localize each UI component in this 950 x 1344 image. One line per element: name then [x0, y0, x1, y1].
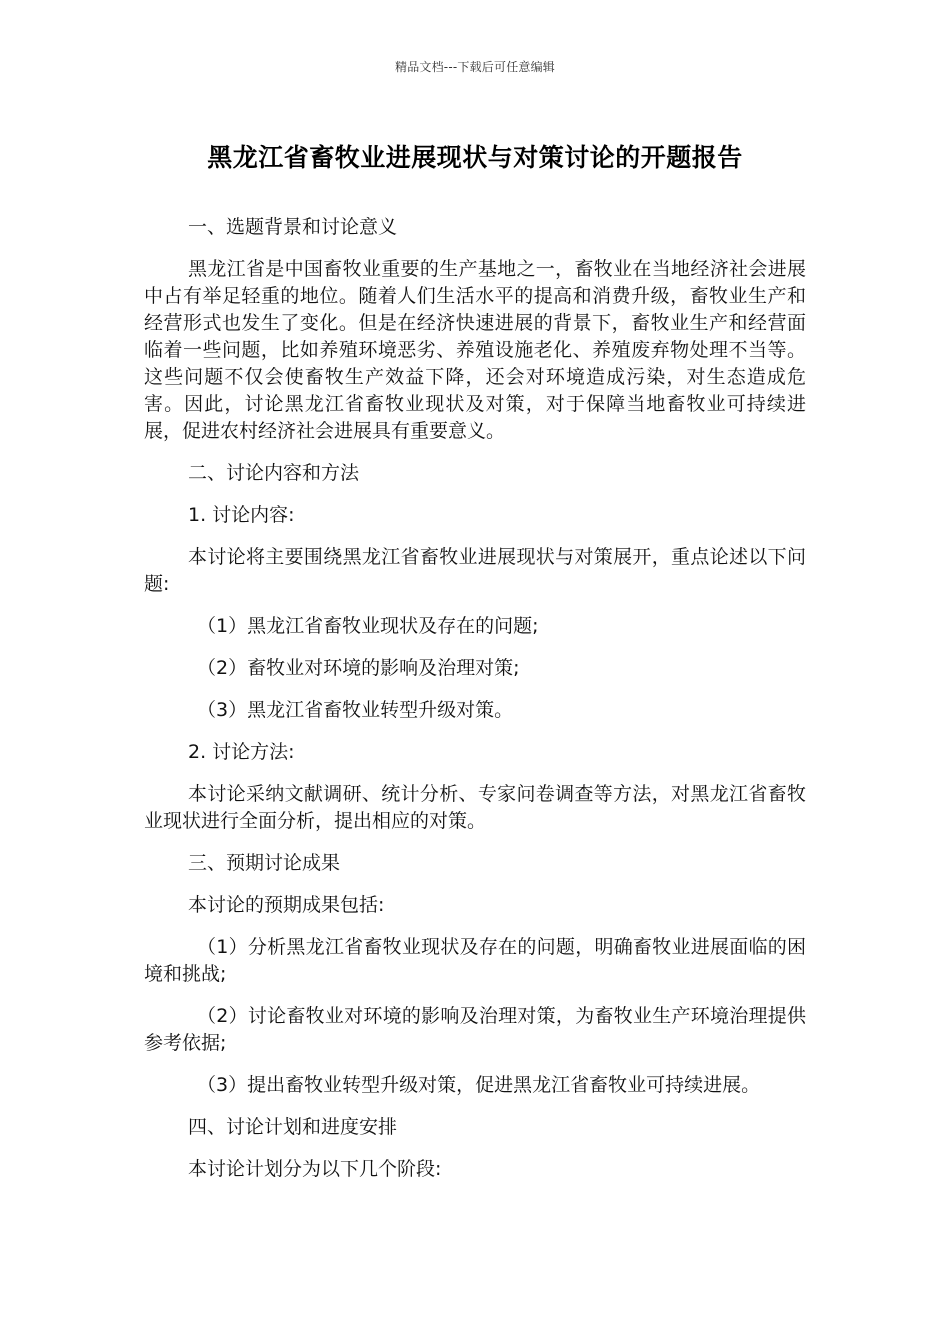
result-item-3: （3）提出畜牧业转型升级对策，促进黑龙江省畜牧业可持续进展。	[197, 1074, 761, 1096]
section-heading-4: 四、讨论计划和进度安排	[188, 1116, 398, 1138]
subheading-method: 2. 讨论方法:	[188, 741, 295, 763]
content-item-1: （1）黑龙江省畜牧业现状及存在的问题;	[197, 615, 539, 637]
results-intro-paragraph: 本讨论的预期成果包括:	[188, 894, 385, 916]
background-paragraph: 黑龙江省是中国畜牧业重要的生产基地之一，畜牧业在当地经济社会进展中占有举足轻重的地位。随着人们生活水平的提高和消费升级，畜牧业生产和经营形式也发生了变化。但是在经济快速进展的背景下，畜牧业生产和经营面临着一些问题，比如养殖环境恶劣、养殖设施老化、养殖废弃物处理不当等。这些问题不仅会使畜牧生产效益下降，还会对环境造成污染，对生态造成危害。因此，讨论黑龙江省畜牧业现状及对策，对于保障当地畜牧业可持续进展，促进农村经济社会进展具有重要意义。	[144, 258, 806, 442]
result-item-2: （2）讨论畜牧业对环境的影响及治理对策，为畜牧业生产环境治理提供参考依据;	[144, 1005, 806, 1054]
section-heading-2: 二、讨论内容和方法	[188, 462, 360, 484]
content-item-3: （3）黑龙江省畜牧业转型升级对策。	[197, 699, 514, 721]
content-intro-paragraph: 本讨论将主要围绕黑龙江省畜牧业进展现状与对策展开，重点论述以下问题:	[144, 546, 806, 595]
result-item-1: （1）分析黑龙江省畜牧业现状及存在的问题，明确畜牧业进展面临的困境和挑战;	[144, 936, 806, 985]
plan-intro-paragraph: 本讨论计划分为以下几个阶段:	[188, 1158, 442, 1180]
page-title: 黑龙江省畜牧业进展现状与对策讨论的开题报告	[207, 143, 743, 172]
subheading-content: 1. 讨论内容:	[188, 504, 295, 526]
section-heading-1: 一、选题背景和讨论意义	[188, 216, 398, 238]
content-item-2: （2）畜牧业对环境的影响及治理对策;	[197, 657, 520, 679]
document-body	[144, 214, 806, 1198]
header-note: 精品文档---下载后可任意编辑	[395, 60, 555, 74]
method-paragraph: 本讨论采纳文献调研、统计分析、专家问卷调查等方法，对黑龙江省畜牧业现状进行全面分析，提出相应的对策。	[144, 783, 806, 832]
section-heading-3: 三、预期讨论成果	[188, 852, 341, 874]
